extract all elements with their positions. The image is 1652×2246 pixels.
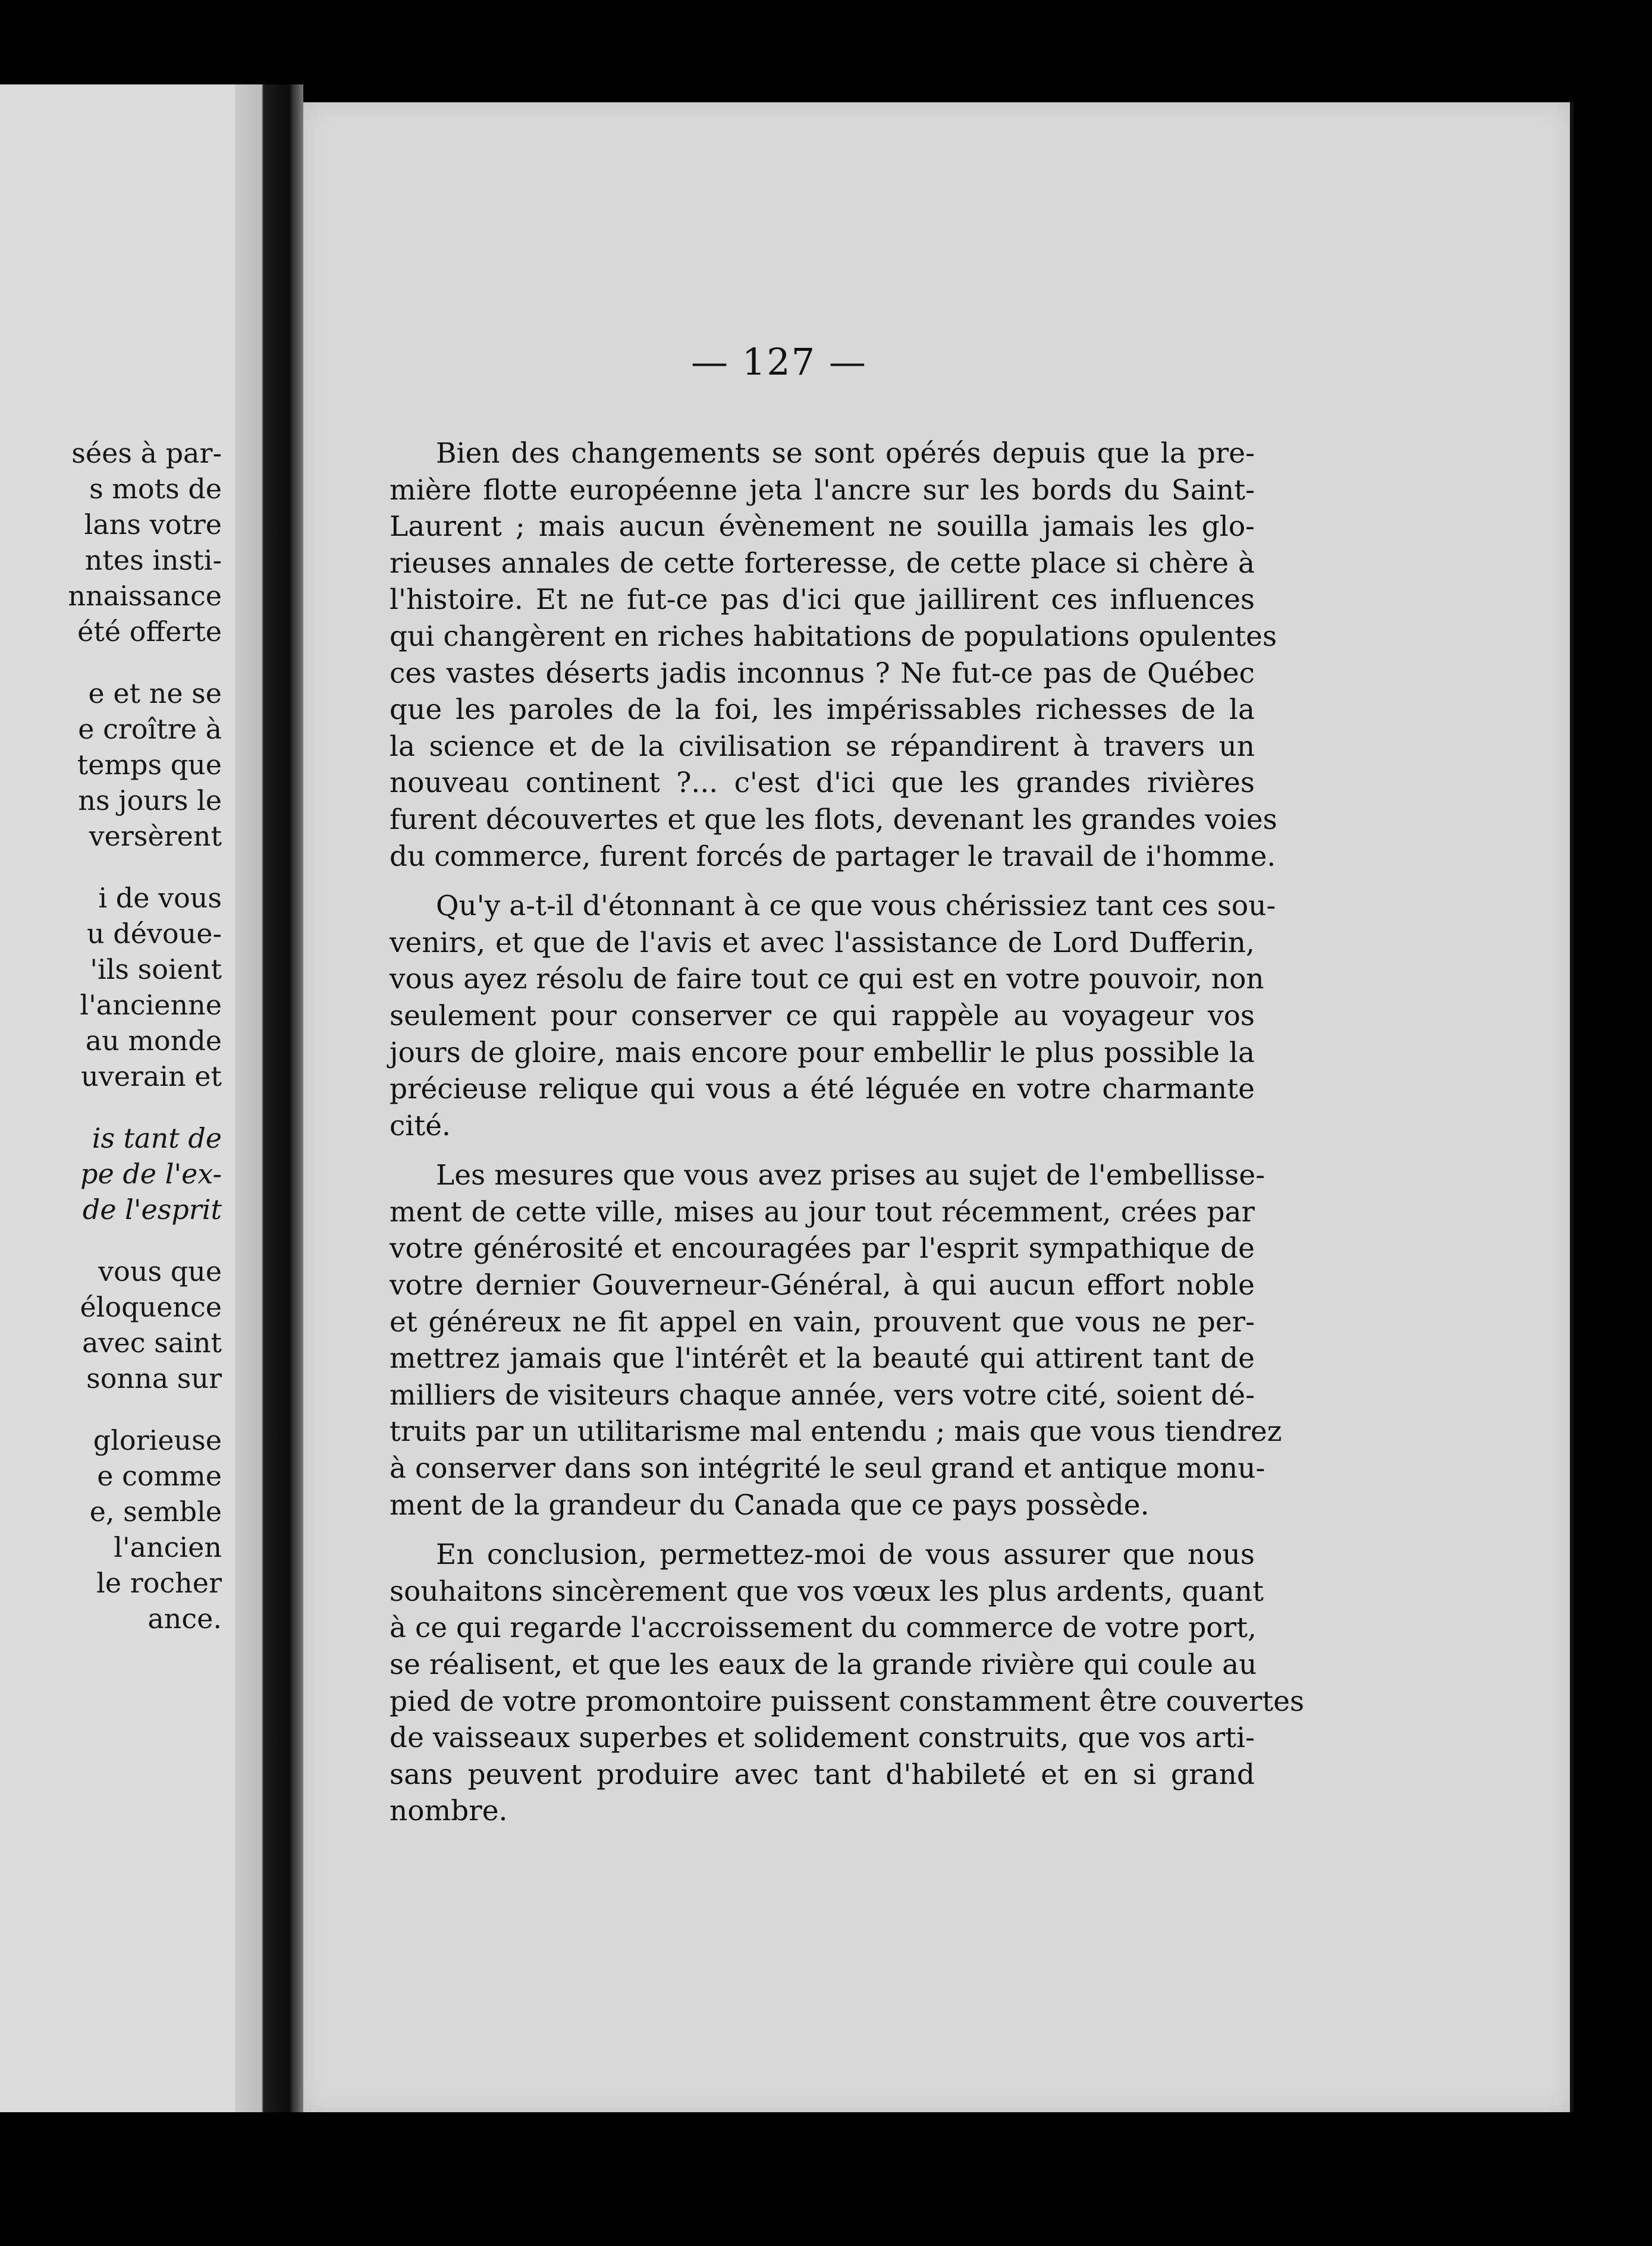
left-page-line: uverain et [81, 1060, 222, 1092]
left-page-line: is tant de [92, 1122, 222, 1154]
text-line: votre dernier Gouverneur-Général, à qui aucun effort noble [390, 1269, 1255, 1302]
left-page-line: lans votre [84, 508, 222, 541]
text-line: se réalisent, et que les eaux de la grande rivière qui coule au [390, 1648, 1257, 1681]
page-number: — 127 — [691, 340, 867, 384]
paragraph [390, 888, 1276, 1144]
text-line: précieuse relique qui vous a été léguée en votre charmante [390, 1073, 1255, 1106]
text-line: Bien des changements se sont opérés depuis que la pre- [436, 437, 1255, 470]
text-line: seulement pour conserver ce qui rappèle au voyageur vos [390, 999, 1255, 1032]
left-page-line: e croître à [78, 713, 222, 745]
paragraph-gap [390, 875, 1255, 888]
text-line: milliers de visiteurs chaque année, vers votre cité, soient dé- [390, 1378, 1255, 1412]
text-line: nombre. [390, 1795, 508, 1828]
text-line: cité. [390, 1109, 451, 1142]
text-line: Qu'y a-t-il d'étonnant à ce que vous chérissiez tant ces sou- [436, 890, 1276, 923]
text-line: nouveau continent ?... c'est d'ici que les grandes rivières [390, 767, 1255, 800]
text-line: que les paroles de la foi, les impérissables richesses de la [390, 693, 1255, 727]
paragraph [390, 1157, 1282, 1523]
text-line: ment de la grandeur du Canada que ce pays possède. [390, 1488, 1150, 1522]
left-page-line: avec saint [82, 1327, 222, 1359]
text-line: mière flotte européenne jeta l'ancre sur les bords du Saint- [390, 473, 1255, 507]
text-line: du commerce, furent forcés de partager le travail de i'homme. [390, 840, 1276, 873]
right-page [303, 102, 1574, 2112]
left-page-line: l'ancien [114, 1531, 222, 1563]
text-line: mettrez jamais que l'intérêt et la beauté qui attirent tant de [390, 1342, 1255, 1375]
text-line: pied de votre promontoire puissent constamment être couvertes [390, 1685, 1305, 1718]
paragraph-gap [390, 1144, 1255, 1157]
left-page-line: l'ancienne [80, 989, 222, 1021]
paragraph [390, 435, 1277, 875]
text-line: venirs, et que de l'avis et avec l'assistance de Lord Dufferin, [390, 926, 1255, 959]
text-line: la science et de la civilisation se répandirent à travers un [390, 730, 1255, 763]
text-line: truits par un utilitarisme mal entendu ; mais que vous tiendrez [390, 1415, 1282, 1449]
text-line: Laurent ; mais aucun évènement ne souilla jamais les glo- [390, 510, 1255, 544]
text-line: à ce qui regarde l'accroissement du commerce de votre port, [390, 1612, 1257, 1645]
text-line: jours de gloire, mais encore pour embellir le plus possible la [390, 1036, 1255, 1069]
left-page-line: 'ils soient [90, 953, 222, 985]
text-line: furent découvertes et que les flots, devenant les grandes voies [390, 803, 1277, 836]
text-line: En conclusion, permettez-moi de vous assurer que nous [436, 1538, 1255, 1572]
paragraph [390, 1537, 1305, 1830]
left-page-line: ance. [147, 1603, 222, 1635]
left-facing-page [0, 84, 235, 2112]
text-line: l'histoire. Et ne fut-ce pas d'ici que jaillirent ces influences [390, 583, 1255, 617]
left-page-line: éloquence [80, 1291, 222, 1323]
paragraph-gap [390, 1523, 1255, 1537]
text-column [390, 435, 1305, 1830]
left-page-line: versèrent [89, 820, 222, 852]
text-line: rieuses annales de cette forteresse, de cette place si chère à [390, 546, 1255, 580]
left-page-line: u dévoue- [87, 918, 222, 950]
left-page-line: de l'esprit [82, 1193, 222, 1226]
left-page-line: sées à par- [71, 437, 222, 469]
left-page-line: temps que [77, 749, 222, 781]
left-page-line: ns jours le [78, 784, 222, 816]
left-page-line: pe de l'ex- [80, 1158, 222, 1190]
text-line: de vaisseaux superbes et solidement construits, que vos arti- [390, 1722, 1255, 1755]
text-line: vous ayez résolu de faire tout ce qui est en votre pouvoir, non [390, 963, 1264, 996]
text-line: ces vastes déserts jadis inconnus ? Ne fut-ce pas de Québec [390, 656, 1255, 690]
left-page-line: glorieuse [93, 1424, 222, 1456]
left-page-line: e et ne se [88, 677, 222, 709]
left-page-line: nnaissance [68, 580, 222, 612]
text-line: ment de cette ville, mises au jour tout récemment, crées par [390, 1195, 1255, 1229]
text-line: souhaitons sincèrement que vos vœux les plus ardents, quant [390, 1575, 1264, 1608]
left-page-line: s mots de [89, 473, 222, 505]
left-page-line: le rocher [96, 1567, 222, 1599]
left-page-line: sonna sur [86, 1362, 222, 1394]
left-page-line: i de vous [98, 882, 222, 914]
left-page-line: ntes insti- [84, 544, 222, 576]
left-page-line: e, semble [89, 1496, 222, 1528]
text-line: à conserver dans son intégrité le seul grand et antique monu- [390, 1452, 1265, 1485]
left-page-line: au monde [85, 1025, 222, 1057]
text-line: et généreux ne fit appel en vain, prouvent que vous ne per- [390, 1305, 1255, 1339]
left-page-line: vous que [98, 1255, 222, 1287]
left-page-line: e comme [97, 1460, 222, 1492]
text-line: qui changèrent en riches habitations de populations opulentes [390, 620, 1277, 653]
text-line: sans peuvent produire avec tant d'habileté et en si grand [390, 1758, 1255, 1791]
book-gutter [235, 84, 303, 2112]
left-page-line: été offerte [77, 615, 222, 648]
text-line: Les mesures que vous avez prises au sujet de l'embellisse- [436, 1159, 1265, 1192]
text-line: votre générosité et encouragées par l'esprit sympathique de [390, 1232, 1255, 1265]
